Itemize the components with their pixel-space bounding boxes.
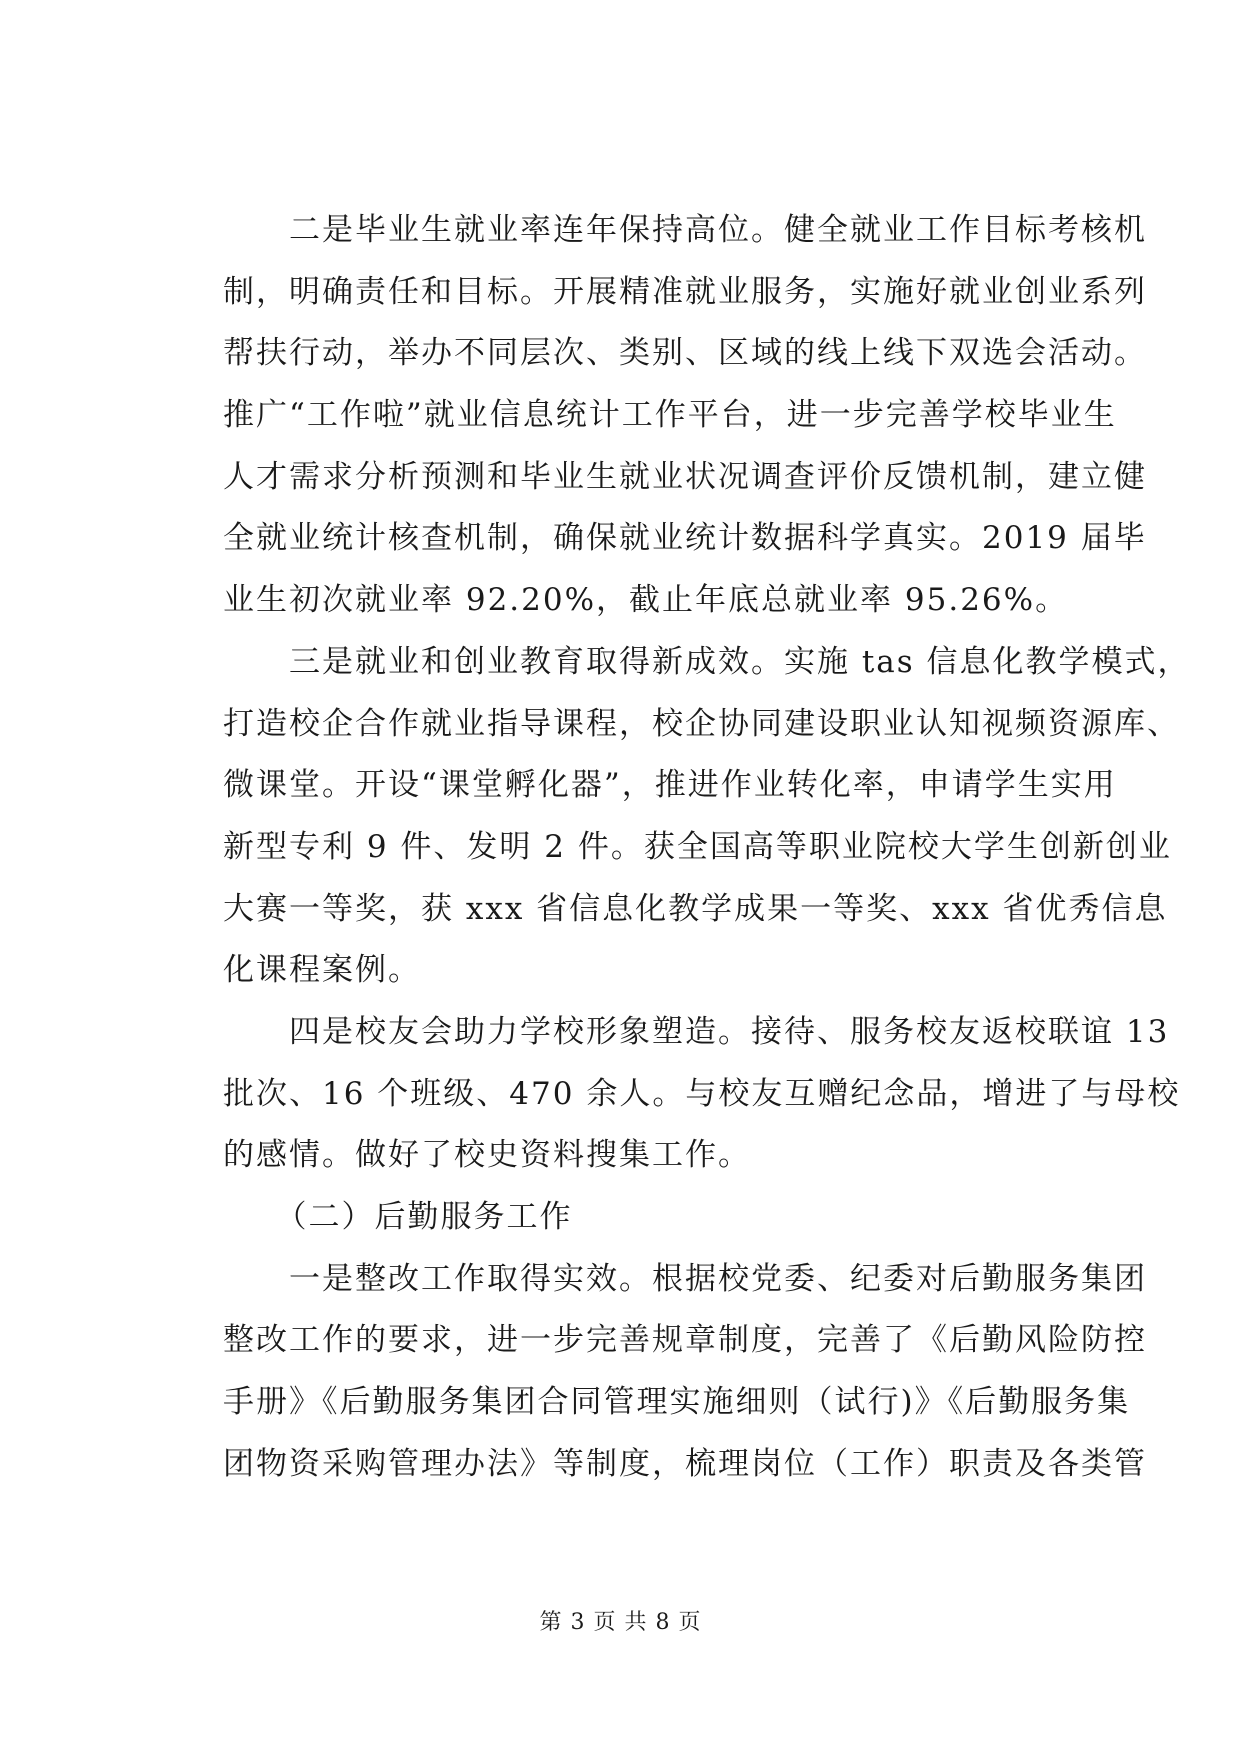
text-line: 业生初次就业率 92.20%，截止年底总就业率 95.26%。	[223, 582, 1069, 619]
text-line: 团物资采购管理办法》等制度，梳理岗位（工作）职责及各类管	[223, 1445, 1147, 1482]
text-line: 打造校企合作就业指导课程，校企协同建设职业认知视频资源库、	[223, 705, 1180, 742]
text-line: 一是整改工作取得实效。根据校党委、纪委对后勤服务集团	[223, 1260, 1147, 1297]
text-line: 二是毕业生就业率连年保持高位。健全就业工作目标考核机	[223, 212, 1147, 248]
text-line: 新型专利 9 件、发明 2 件。获全国高等职业院校大学生创新创业	[223, 828, 1172, 865]
text-line: 整改工作的要求，进一步完善规章制度，完善了《后勤风险防控	[223, 1322, 1147, 1359]
text-line: 人才需求分析预测和毕业生就业状况调查评价反馈机制，建立健	[223, 458, 1147, 495]
text-line: 大赛一等奖，获 xxx 省信息化教学成果一等奖、xxx 省优秀信息	[223, 890, 1168, 927]
text-line: 全就业统计核查机制，确保就业统计数据科学真实。2019 届毕	[223, 520, 1147, 557]
text-line: 微课堂。开设“课堂孵化器”，推进作业转化率，申请学生实用	[223, 767, 1117, 804]
section-heading: （二）后勤服务工作	[225, 1199, 573, 1235]
page-number: 第 3 页 共 8 页	[539, 1610, 702, 1635]
text-line: 三是就业和创业教育取得新成效。实施 tas 信息化教学模式，	[223, 643, 1191, 680]
text-line: 的感情。做好了校史资料搜集工作。	[223, 1137, 751, 1174]
text-line: 帮扶行动，举办不同层次、类别、区域的线上线下双选会活动。	[223, 335, 1147, 372]
text-line: 手册》《后勤服务集团合同管理实施细则（试行)》《后勤服务集	[223, 1384, 1131, 1421]
text-line: 推广“工作啦”就业信息统计工作平台，进一步完善学校毕业生	[223, 397, 1117, 434]
document-body	[223, 200, 1191, 1495]
text-line: 制，明确责任和目标。开展精准就业服务，实施好就业创业系列	[223, 273, 1147, 310]
text-line: 化课程案例。	[223, 952, 421, 989]
text-line: 四是校友会助力学校形象塑造。接待、服务校友返校联谊 13	[223, 1013, 1170, 1050]
text-line: 批次、16 个班级、470 余人。与校友互赠纪念品，增进了与母校	[223, 1075, 1181, 1112]
